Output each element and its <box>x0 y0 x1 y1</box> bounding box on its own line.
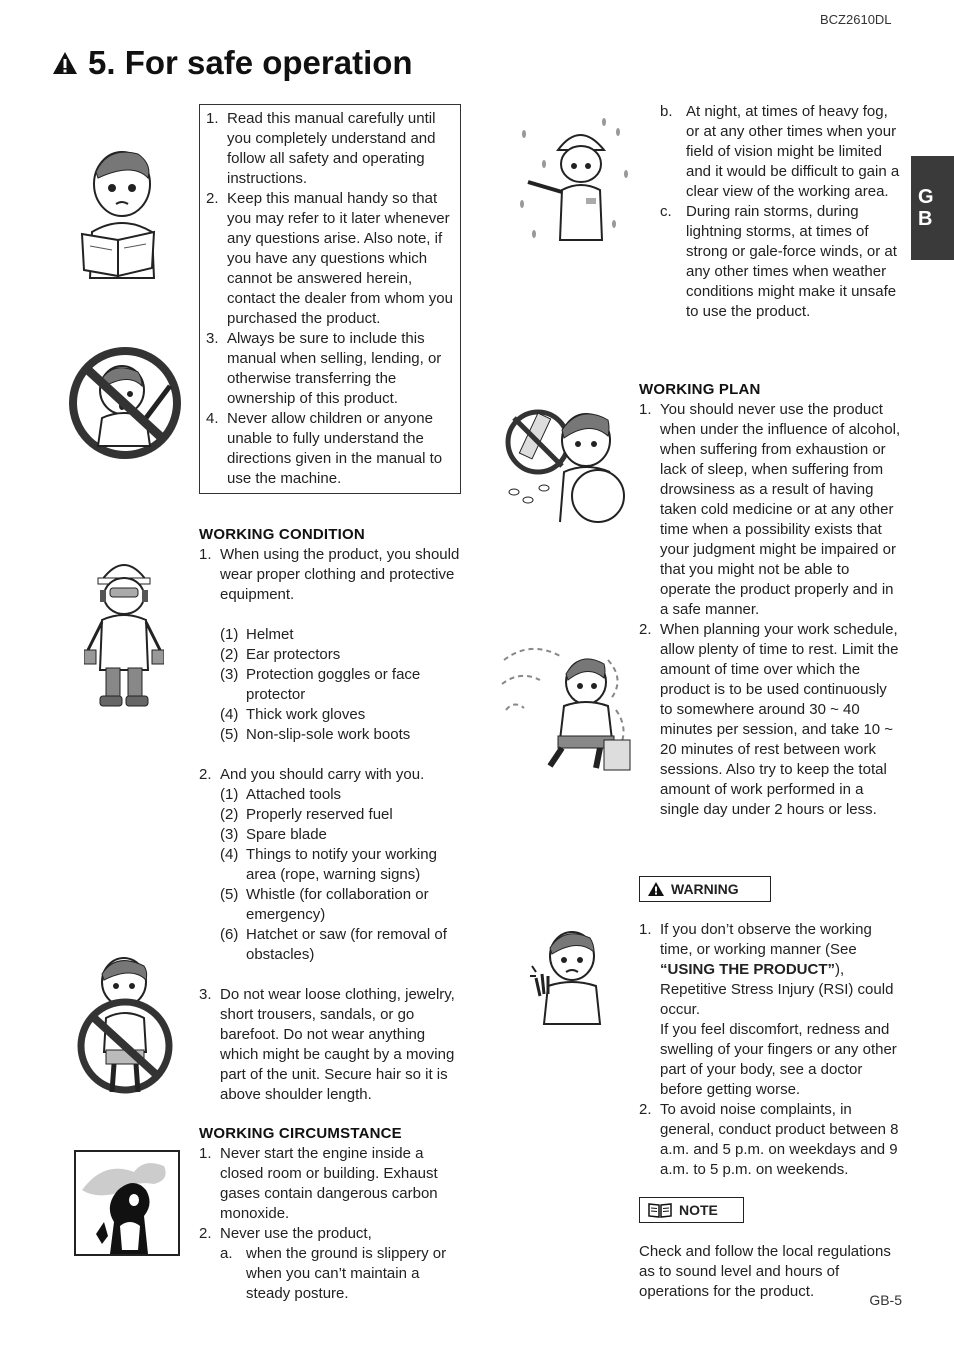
list-item: 1. When using the product, you should wear proper clothing and protective equipment. <box>199 546 460 603</box>
intro-list <box>206 109 456 489</box>
list-item: (3) Protection goggles or face protector <box>220 666 421 703</box>
warning-triangle-icon <box>648 882 664 896</box>
section-heading: WORKING CONDITION <box>199 526 365 543</box>
working-condition-section <box>199 525 461 1105</box>
model-number: BCZ2610DL <box>820 12 892 27</box>
list-item: 2. Keep this manual handy so that you may refer to it later whenever any questions arise. Also note, if you have any questions which cannot be answered herein, contact the dealer from whom you purchased the product. <box>206 190 453 327</box>
no-alcohol-illustration <box>500 400 634 524</box>
section-heading: WORKING CIRCUMSTANCE <box>199 1125 402 1142</box>
list-item: (6) Hatchet or saw (for removal of obstacles) <box>220 926 447 963</box>
warning-section <box>639 920 902 1180</box>
page-title-text: 5. For safe operation <box>88 44 413 81</box>
intro-box <box>199 104 461 494</box>
equipment-list <box>199 625 461 745</box>
section-heading: WORKING PLAN <box>639 381 761 398</box>
using-the-product-reference: “USING THE PRODUCT” <box>660 961 836 978</box>
warning-triangle-icon <box>52 51 78 75</box>
carry-list <box>199 785 461 965</box>
list-item: 2. To avoid noise complaints, in general, conduct product between 8 a.m. and 5 p.m. on weekdays and 9 a.m. to 5 p.m. on weekends. <box>639 1101 899 1178</box>
working-circumstance-continued <box>660 102 902 322</box>
list-item: (2) Ear protectors <box>220 646 341 663</box>
list-item: (2) Properly reserved fuel <box>220 806 393 823</box>
list-item: b. At night, at times of heavy fog, or at any other times when your field of vision might be limited and it would be difficult to gain a clear view of the working area. <box>660 103 900 200</box>
note-text: Check and follow the local regulations as to sound level and hours of operations for the product. <box>639 1243 891 1300</box>
language-tab: G B <box>911 156 954 260</box>
hand-pain-illustration <box>528 924 608 1026</box>
note-label-text: NOTE <box>679 1202 718 1218</box>
note-label <box>639 1197 744 1223</box>
page-number: GB-5 <box>869 1292 902 1308</box>
list-item: 2. When planning your work schedule, allow plenty of time to rest. Limit the amount of time over which the product is to be used continuously to somewhere around 30 ~ 40 minutes per session, and take 10 ~ 20 minutes of rest between work sessions. Also try to keep the total amount of work performed in a single day under 2 hours or less. <box>639 621 899 818</box>
carbon-monoxide-warning-illustration <box>74 1150 180 1256</box>
no-loose-clothing-illustration <box>76 952 174 1104</box>
warning-label-text: WARNING <box>671 881 739 897</box>
list-item: 3. Always be sure to include this manual when selling, lending, or otherwise transferring the ownership of this product. <box>206 330 442 407</box>
page-title <box>52 44 413 82</box>
list-item: (1) Attached tools <box>220 786 342 803</box>
list-item: 4. Never allow children or anyone unable to fully understand the directions given in the manual to use the machine. <box>206 410 443 487</box>
list-item: a. when the ground is slippery or when you can’t maintain a steady posture. <box>220 1245 447 1302</box>
warning-label <box>639 876 771 902</box>
list-item: 2. And you should carry with you. <box>199 766 425 783</box>
rain-fog-illustration <box>514 114 634 246</box>
tired-worker-resting-illustration <box>500 640 634 776</box>
list-item: 1. Never start the engine inside a closed room or building. Exhaust gases contain dangerous carbon monoxide. <box>199 1145 438 1222</box>
list-item: 1. If you don’t observe the working time, or working manner (See “USING THE PRODUCT”), Repetitive Stress Injury (RSI) could occur. If you feel discomfort, redness and swelling of your fingers or any other part of your body, see a doctor before getting worse. <box>639 920 902 1100</box>
person-reading-manual-illustration <box>78 142 166 282</box>
working-plan-section <box>639 380 902 820</box>
list-item: 3. Do not wear loose clothing, jewelry, short trousers, sandals, or go barefoot. Do not wear anything which might be caught by a moving part of the unit. Secure hair so it is above shoulder length. <box>199 986 455 1103</box>
list-item: (4) Thick work gloves <box>220 706 366 723</box>
list-item: c. During rain storms, during lightning storms, at times of strong or gale-force winds, or at any other times when weather conditions might make it unsafe to use the product. <box>660 203 897 320</box>
working-circumstance-section <box>199 1124 461 1304</box>
list-item: (4) Things to notify your working area (rope, warning signs) <box>220 846 437 883</box>
book-note-icon <box>648 1202 672 1218</box>
list-item: 1. You should never use the product when under the influence of alcohol, when suffering from exhaustion or lack of sleep, when suffering from drowsiness as a result of having taken cold medicine or at any other time when a possibility exists that your judgment might be impaired or that you might not be able to operate the product properly and in a safe manner. <box>639 401 901 618</box>
list-item: 2. Never use the product, <box>199 1225 372 1242</box>
list-item: (5) Whistle (for collaboration or emergency) <box>220 886 429 923</box>
person-protective-gear-illustration <box>84 550 164 710</box>
no-children-illustration <box>68 346 182 460</box>
list-item: (5) Non-slip-sole work boots <box>220 726 411 743</box>
warning-extra-text: If you feel discomfort, redness and swelling of your fingers or any other part of your body, see a doctor before getting worse. <box>660 1021 897 1098</box>
list-item: (1) Helmet <box>220 626 294 643</box>
list-item: (3) Spare blade <box>220 826 327 843</box>
list-item: 1. Read this manual carefully until you completely understand and follow all safety and operating instructions. <box>206 110 436 187</box>
